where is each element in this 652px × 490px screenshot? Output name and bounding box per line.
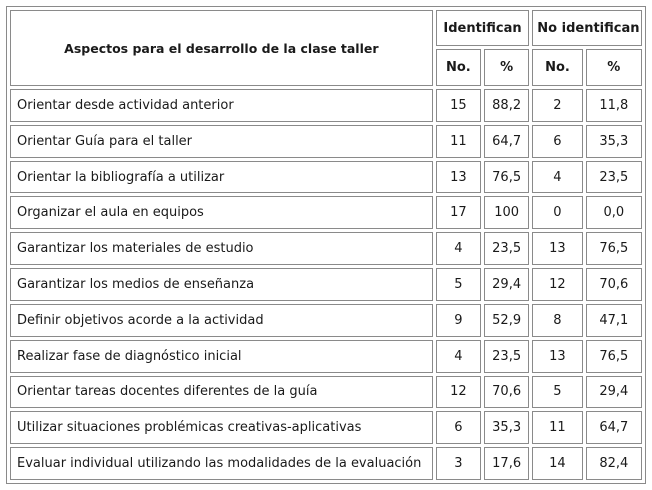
cell-no-identifican-no: 5 [532, 376, 582, 409]
cell-no-identifican-pct: 76,5 [586, 232, 642, 265]
table-row [10, 268, 642, 301]
header-aspect: Aspectos para el desarrollo de la clase taller [10, 10, 433, 86]
cell-identifican-pct: 35,3 [484, 411, 529, 444]
cell-no-identifican-pct: 0,0 [586, 196, 642, 229]
cell-no-identifican-no: 2 [532, 89, 582, 122]
header-id-pct: % [484, 49, 529, 86]
cell-identifican-no: 11 [436, 125, 481, 158]
cell-no-identifican-no: 13 [532, 340, 582, 373]
cell-identifican-pct: 23,5 [484, 340, 529, 373]
cell-no-identifican-pct: 35,3 [586, 125, 642, 158]
cell-aspect: Organizar el aula en equipos [10, 196, 433, 229]
cell-identifican-no: 4 [436, 340, 481, 373]
cell-no-identifican-no: 14 [532, 447, 582, 480]
cell-aspect: Realizar fase de diagnóstico inicial [10, 340, 433, 373]
table-row [10, 89, 642, 122]
cell-identifican-pct: 70,6 [484, 376, 529, 409]
cell-identifican-no: 4 [436, 232, 481, 265]
cell-identifican-no: 17 [436, 196, 481, 229]
cell-no-identifican-no: 4 [532, 161, 582, 194]
header-nid-no: No. [532, 49, 582, 86]
cell-identifican-pct: 88,2 [484, 89, 529, 122]
cell-no-identifican-no: 8 [532, 304, 582, 337]
cell-identifican-pct: 64,7 [484, 125, 529, 158]
table-row [10, 411, 642, 444]
table-row [10, 232, 642, 265]
cell-aspect: Garantizar los materiales de estudio [10, 232, 433, 265]
header-identifican: Identifican [436, 10, 530, 46]
cell-aspect: Orientar la bibliografía a utilizar [10, 161, 433, 194]
cell-identifican-no: 15 [436, 89, 481, 122]
cell-identifican-pct: 100 [484, 196, 529, 229]
cell-no-identifican-no: 0 [532, 196, 582, 229]
header-id-no: No. [436, 49, 481, 86]
cell-aspect: Definir objetivos acorde a la actividad [10, 304, 433, 337]
cell-identifican-pct: 29,4 [484, 268, 529, 301]
cell-no-identifican-pct: 47,1 [586, 304, 642, 337]
cell-identifican-no: 9 [436, 304, 481, 337]
cell-no-identifican-no: 6 [532, 125, 582, 158]
cell-identifican-no: 6 [436, 411, 481, 444]
cell-no-identifican-pct: 70,6 [586, 268, 642, 301]
cell-no-identifican-no: 12 [532, 268, 582, 301]
cell-no-identifican-pct: 29,4 [586, 376, 642, 409]
table-row [10, 304, 642, 337]
cell-aspect: Evaluar individual utilizando las modalidades de la evaluación [10, 447, 433, 480]
cell-aspect: Orientar tareas docentes diferentes de la guía [10, 376, 433, 409]
cell-aspect: Orientar Guía para el taller [10, 125, 433, 158]
cell-identifican-pct: 52,9 [484, 304, 529, 337]
cell-no-identifican-no: 13 [532, 232, 582, 265]
cell-no-identifican-no: 11 [532, 411, 582, 444]
table-row [10, 196, 642, 229]
cell-no-identifican-pct: 64,7 [586, 411, 642, 444]
cell-no-identifican-pct: 76,5 [586, 340, 642, 373]
cell-identifican-pct: 23,5 [484, 232, 529, 265]
cell-identifican-no: 5 [436, 268, 481, 301]
table-row [10, 376, 642, 409]
cell-identifican-no: 12 [436, 376, 481, 409]
cell-no-identifican-pct: 82,4 [586, 447, 642, 480]
cell-identifican-no: 3 [436, 447, 481, 480]
table-body [10, 89, 642, 480]
cell-identifican-pct: 17,6 [484, 447, 529, 480]
cell-identifican-no: 13 [436, 161, 481, 194]
cell-no-identifican-pct: 11,8 [586, 89, 642, 122]
table-row [10, 161, 642, 194]
cell-aspect: Garantizar los medios de enseñanza [10, 268, 433, 301]
cell-aspect: Utilizar situaciones problémicas creativas-aplicativas [10, 411, 433, 444]
header-row-groups [10, 10, 642, 46]
results-table [6, 6, 646, 484]
table-row [10, 125, 642, 158]
header-nid-pct: % [586, 49, 642, 86]
cell-aspect: Orientar desde actividad anterior [10, 89, 433, 122]
table-row [10, 340, 642, 373]
cell-no-identifican-pct: 23,5 [586, 161, 642, 194]
table-row [10, 447, 642, 480]
cell-identifican-pct: 76,5 [484, 161, 529, 194]
header-no-identifican: No identifican [532, 10, 642, 46]
